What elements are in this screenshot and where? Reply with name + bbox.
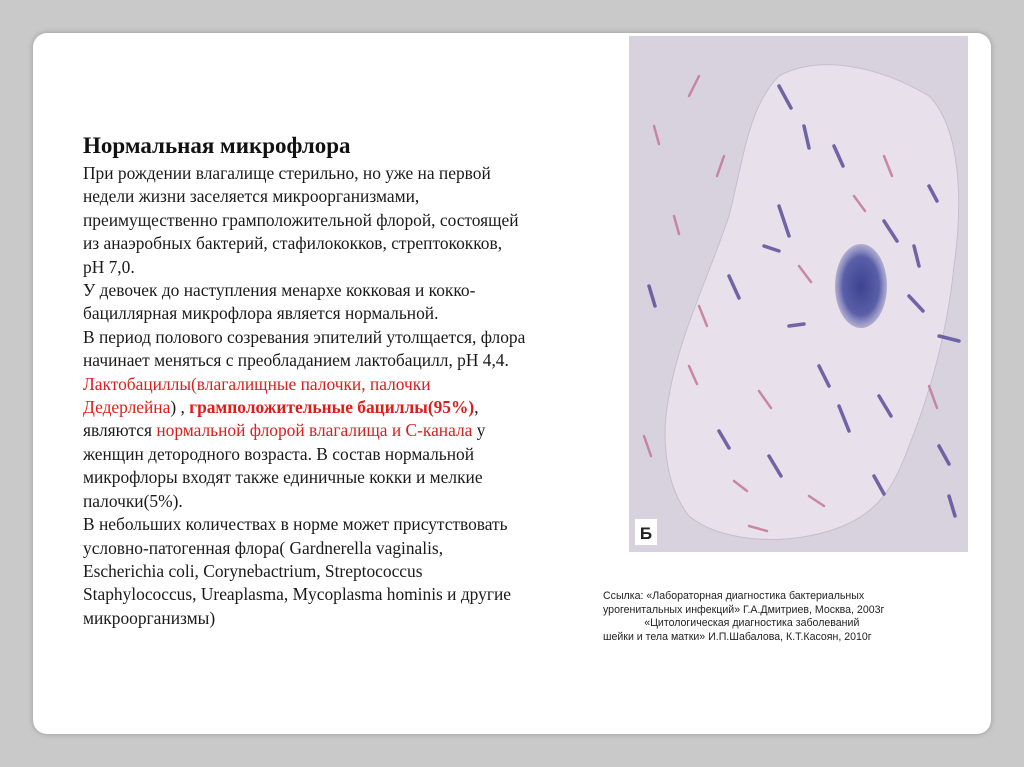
- body-line: [83, 185, 603, 208]
- body-line: [83, 326, 603, 349]
- body-text-span: грамположительные бациллы(95%): [189, 397, 475, 418]
- body-line: [83, 256, 603, 279]
- body-text-span: Лактобациллы(влагалищные палочки, палочки: [83, 373, 431, 394]
- cell-nucleus: [835, 244, 887, 328]
- body-line: [83, 396, 603, 419]
- slide-title: Нормальная микрофлора: [83, 133, 351, 158]
- body-text-span: ) ,: [170, 397, 190, 418]
- body-line: [83, 162, 603, 185]
- body-line: [83, 419, 603, 442]
- body-text-span: у: [472, 420, 486, 441]
- body-text-span: женщин детородного возраста. В состав нормальной: [83, 443, 475, 464]
- body-line: [83, 607, 603, 630]
- slide: [33, 33, 991, 734]
- body-line: [83, 443, 603, 466]
- body-text-span: нормальной флорой влагалища и С-канала: [156, 420, 473, 441]
- body-text-span: Staphylococcus, Ureaplasma, Mycoplasma hominis и другие: [83, 584, 511, 605]
- body-text-span: У девочек до наступления менархе кокковая и кокко-: [83, 280, 476, 301]
- body-line: [83, 349, 603, 372]
- body-line: [83, 373, 603, 396]
- body-line: [83, 209, 603, 232]
- reference-line: шейки и тела матки» И.П.Шабалова, К.Т.Касоян, 2010г: [603, 630, 872, 643]
- bacterium-rod: [789, 324, 804, 326]
- body-text: [83, 162, 603, 630]
- body-line: [83, 232, 603, 255]
- body-line: [83, 513, 603, 536]
- body-text-span: условно-патогенная флора( Gardnerella vaginalis,: [83, 537, 444, 558]
- reference-note: [603, 590, 983, 644]
- body-text-span: недели жизни заселяется микроорганизмами,: [83, 186, 420, 207]
- body-text-span: микрофлоры входят также единичные кокки и мелкие: [83, 467, 483, 488]
- body-text-span: При рождении влагалище стерильно, но уже на первой: [83, 163, 491, 183]
- body-text-span: ,: [474, 397, 479, 418]
- reference-line: урогенитальных инфекций» Г.А.Дмитриев, Москва, 2003г: [603, 603, 885, 616]
- body-line: [83, 583, 603, 606]
- body-text-span: микроорганизмы): [83, 607, 216, 628]
- body-line: [83, 490, 603, 513]
- body-line: [83, 537, 603, 560]
- body-text-span: являются: [83, 420, 157, 441]
- body-line: [83, 302, 603, 325]
- image-label: Б: [639, 524, 653, 543]
- reference-line: «Цитологическая диагностика заболеваний: [603, 617, 860, 630]
- body-text-span: из анаэробных бактерий, стафилококков, стрептококков,: [83, 233, 503, 254]
- micrograph-drawing: [629, 36, 968, 552]
- micrograph-image: [629, 36, 968, 552]
- body-text-span: начинает меняться с преобладанием лактобацилл, рН 4,4.: [83, 350, 509, 371]
- body-text-span: Escherichia coli, Corynebactrium, Streptococcus: [83, 560, 423, 581]
- body-text-span: палочки(5%).: [83, 490, 183, 511]
- body-line: [83, 560, 603, 583]
- body-line: [83, 279, 603, 302]
- body-text-span: рН 7,0.: [83, 256, 135, 277]
- reference-line: Ссылка: «Лабораторная диагностика бактериальных: [603, 590, 865, 602]
- body-text-span: преимущественно грамположительной флорой, состоящей: [83, 209, 519, 230]
- body-text-span: В период полового созревания эпителий утолщается, флора: [83, 326, 526, 347]
- body-text-span: В небольших количествах в норме может присутствовать: [83, 514, 508, 535]
- body-text-span: бациллярная микрофлора является нормальной.: [83, 303, 439, 324]
- body-text-span: Дедерлейна: [83, 397, 171, 418]
- body-line: [83, 466, 603, 489]
